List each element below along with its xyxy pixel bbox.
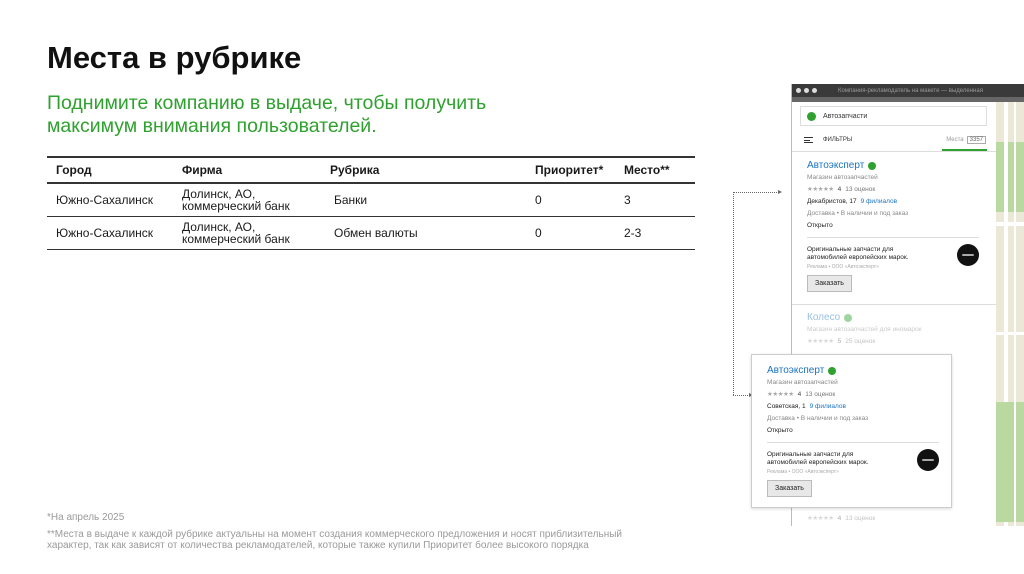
company-category: Магазин автозапчастей bbox=[807, 174, 878, 181]
result-card-highlighted[interactable] bbox=[767, 365, 939, 497]
cell-firm: Долинск, АО, коммерческий банк bbox=[182, 220, 290, 246]
address: Советская, 1 bbox=[767, 403, 806, 410]
filters-bar bbox=[804, 136, 986, 144]
rating bbox=[807, 514, 875, 522]
window-dot-icon[interactable] bbox=[796, 88, 801, 93]
branches-link[interactable]: 9 филиалов bbox=[860, 198, 898, 205]
company-name[interactable]: Автоэксперт bbox=[767, 365, 825, 376]
browser-toolbar bbox=[792, 97, 1024, 102]
branches-link[interactable]: 9 филиалов bbox=[809, 403, 846, 410]
rating bbox=[767, 390, 939, 398]
order-button[interactable]: Заказать bbox=[767, 480, 812, 497]
callout-arrow-icon bbox=[733, 395, 750, 396]
callout-line bbox=[733, 192, 734, 395]
open-status: Открыто bbox=[767, 427, 793, 434]
reviews-count[interactable]: 13 оценок bbox=[845, 515, 876, 522]
stars-icon: ★★★★★ bbox=[807, 515, 834, 522]
cell-priority: 0 bbox=[535, 193, 542, 207]
browser-titlebar bbox=[792, 84, 1024, 97]
rating-value: 4 bbox=[837, 515, 842, 522]
brand-logo-icon bbox=[917, 449, 939, 471]
header-rubric: Рубрика bbox=[330, 163, 380, 177]
reviews-count[interactable]: 13 оценок bbox=[845, 186, 876, 193]
table-row bbox=[47, 217, 695, 250]
callout-arrow-icon bbox=[733, 192, 779, 193]
address: Декабристов, 17 bbox=[807, 198, 857, 205]
verified-icon bbox=[868, 162, 876, 170]
search-input[interactable] bbox=[800, 106, 987, 126]
ad-text: Оригинальные запчасти для автомобилей европейских марок. bbox=[767, 451, 869, 466]
table-row bbox=[47, 184, 695, 217]
cell-place: 3 bbox=[624, 193, 631, 207]
rating-value: 4 bbox=[797, 391, 802, 398]
stars-icon: ★★★★★ bbox=[767, 391, 794, 398]
cell-place: 2-3 bbox=[624, 226, 642, 240]
filters-button[interactable]: ФИЛЬТРЫ bbox=[823, 137, 853, 143]
cell-rubric: Обмен валюты bbox=[334, 226, 418, 240]
ad-source: Реклама • ООО «Автоэксперт» bbox=[767, 469, 839, 475]
places-count: 3357 bbox=[967, 136, 986, 144]
rating-value: 5 bbox=[837, 338, 842, 345]
page-title: Места в рубрике bbox=[47, 40, 302, 75]
verified-icon bbox=[828, 367, 836, 375]
rating bbox=[807, 185, 979, 193]
divider bbox=[792, 304, 996, 305]
open-status: Открыто bbox=[807, 222, 833, 229]
result-card[interactable] bbox=[807, 312, 921, 345]
company-name[interactable]: Автоэксперт bbox=[807, 160, 865, 171]
location-pin-icon bbox=[807, 112, 816, 121]
result-card[interactable] bbox=[807, 510, 875, 522]
places-tab[interactable]: Места bbox=[946, 137, 964, 143]
company-category: Магазин автозапчастей bbox=[767, 379, 838, 386]
brand-logo-icon bbox=[957, 244, 979, 266]
stars-icon: ★★★★★ bbox=[807, 338, 834, 345]
rating bbox=[807, 337, 921, 345]
company-name[interactable]: Колесо bbox=[807, 312, 841, 323]
highlighted-card-popup bbox=[751, 354, 952, 508]
cell-firm: Долинск, АО, коммерческий банк bbox=[182, 187, 290, 213]
reviews-count[interactable]: 13 оценок bbox=[805, 391, 836, 398]
cell-city: Южно-Сахалинск bbox=[56, 193, 154, 207]
window-dot-icon[interactable] bbox=[804, 88, 809, 93]
header-place: Место** bbox=[624, 163, 670, 177]
header-priority: Приоритет* bbox=[535, 163, 604, 177]
stars-icon: ★★★★★ bbox=[807, 186, 834, 193]
cell-priority: 0 bbox=[535, 226, 542, 240]
order-button[interactable]: Заказать bbox=[807, 275, 852, 292]
header-city: Город bbox=[56, 163, 92, 177]
ad-text: Оригинальные запчасти для автомобилей европейских марок. bbox=[807, 246, 909, 261]
ad-block bbox=[807, 237, 979, 270]
window-dot-icon[interactable] bbox=[812, 88, 817, 93]
places-table bbox=[47, 156, 695, 250]
cell-city: Южно-Сахалинск bbox=[56, 226, 154, 240]
verified-icon bbox=[844, 314, 852, 322]
header-firm: Фирма bbox=[182, 163, 223, 177]
search-query: Автозапчасти bbox=[823, 112, 868, 120]
company-category: Магазин автозапчастей для иномарок bbox=[807, 326, 922, 333]
divider bbox=[792, 151, 996, 152]
window-title: Компания-рекламодатель на макете — выделенная bbox=[838, 87, 983, 94]
delivery-info: Доставка • В наличии и под заказ bbox=[767, 415, 869, 422]
filter-icon[interactable] bbox=[804, 137, 813, 143]
reviews-count[interactable]: 25 оценок bbox=[845, 338, 876, 345]
map-view[interactable] bbox=[996, 102, 1024, 526]
footnote-date: *На апрель 2025 bbox=[47, 512, 125, 523]
delivery-info: Доставка • В наличии и под заказ bbox=[807, 210, 909, 217]
page-subtitle: Поднимите компанию в выдаче, чтобы получить максимум внимания пользователей. bbox=[47, 92, 487, 137]
cell-rubric: Банки bbox=[334, 193, 368, 207]
ad-block bbox=[767, 442, 939, 475]
result-card[interactable] bbox=[807, 160, 979, 292]
rating-value: 4 bbox=[837, 186, 842, 193]
table-header-row bbox=[47, 156, 695, 184]
footnote-note: **Места в выдаче к каждой рубрике актуальны на момент создания коммерческого предложения и носят приблизительный характер, так как зависят от количества рекламодателей, которые также купили Приоритет более высокого порядка bbox=[47, 529, 622, 551]
ad-source: Реклама • ООО «Автоэксперт» bbox=[807, 264, 879, 270]
